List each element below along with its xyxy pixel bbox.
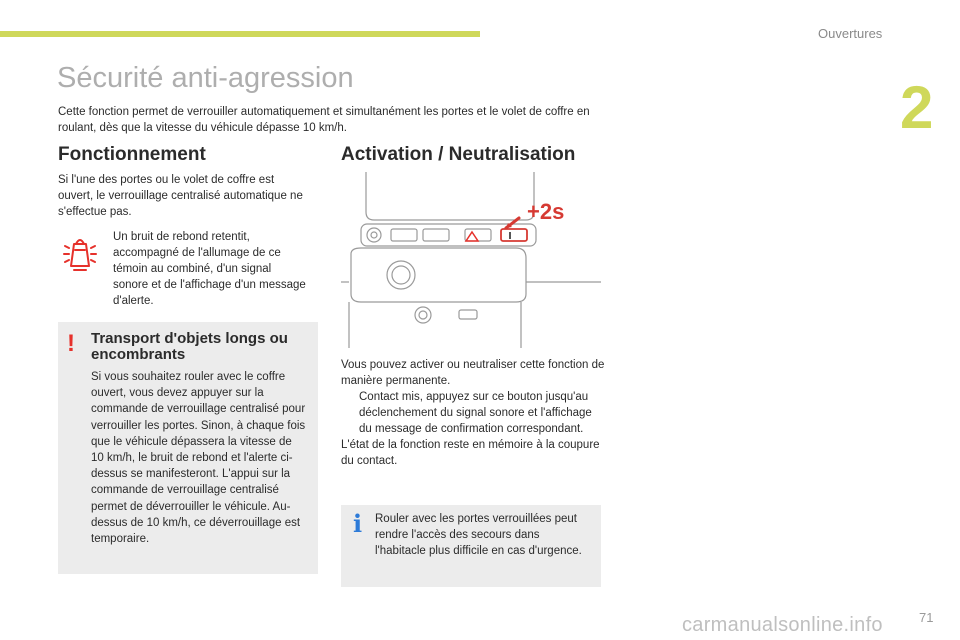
activation-bullet-text: Contact mis, appuyez sur ce bouton jusqu'au déclenchement du signal sonore et l'affichage du message de confirmation correspondant. <box>359 391 592 435</box>
heading-fonctionnement: Fonctionnement <box>58 144 206 165</box>
section-label: Ouvertures <box>818 26 883 41</box>
warning-box-title: Transport d'objets longs ou encombrants <box>91 330 288 363</box>
page-title: Sécurité anti-agression <box>57 62 354 94</box>
press-duration-label: +2s <box>527 199 565 224</box>
site-watermark: carmanualsonline.info <box>682 614 883 636</box>
activation-text <box>341 357 606 469</box>
activation-paragraph-memory: L'état de la fonction reste en mémoire à la coupure du contact. <box>341 439 600 467</box>
warning-box <box>58 322 318 574</box>
info-box-text: Rouler avec les portes verrouillées peut rendre l'accès des secours dans l'habitacle plus difficile en cas d'urgence. <box>375 513 582 557</box>
info-box <box>341 505 601 587</box>
page-number: 71 <box>919 610 934 625</box>
door-lock-warning-icon <box>62 232 98 274</box>
intro-paragraph: Cette fonction permet de verrouiller automatiquement et simultanément les portes et le volet de coffre en roulant, dès que la vitesse du véhicule dépasse 10 km/h. <box>58 106 590 134</box>
exclamation-icon: ! <box>67 330 75 357</box>
activation-paragraph: Vous pouvez activer ou neutraliser cette fonction de manière permanente. <box>341 359 605 387</box>
dashboard-illustration <box>341 172 601 348</box>
heading-activation: Activation / Neutralisation <box>341 144 576 165</box>
info-icon: i <box>353 509 363 538</box>
section-accent-bar <box>0 31 480 37</box>
fonctionnement-paragraph: Si l'une des portes ou le volet de coffre est ouvert, le verrouillage centralisé automatique ne s'effectue pas. <box>58 174 303 218</box>
activation-bullet <box>341 389 606 437</box>
warning-light-paragraph: Un bruit de rebond retentit, accompagné de l'allumage de ce témoin au combiné, d'un signal sonore et de l'affichage d'un message d'alerte. <box>113 231 306 307</box>
bullet-marker <box>341 389 359 437</box>
chapter-number: 2 <box>900 74 934 141</box>
warning-box-text: Si vous souhaitez rouler avec le coffre ouvert, vous devez appuyer sur la commande de verrouillage centralisé pour verrouiller les portes. Sinon, à chaque fois que le véhicule dépassera la vitesse de 10 km/h, le bruit de rebond et l'alerte ci-dessus se manifesteront. L'appui sur la commande de verrouillage centralisé permet de déverrouiller le véhicule. Au-dessus de 10 km/h, ce déverrouillage est temporaire. <box>91 371 306 546</box>
